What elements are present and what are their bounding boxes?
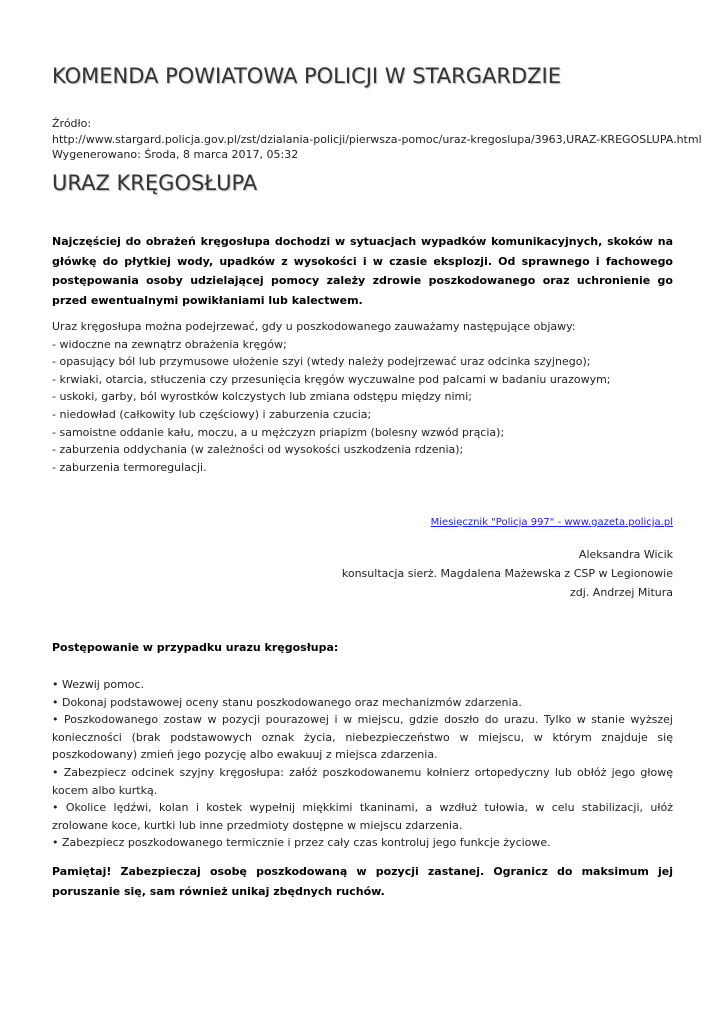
source-url: http://www.stargard.policja.gov.pl/zst/dzialania-policji/pierwsza-pomoc/uraz-kregoslupa/3963,URAZ-KREGOSLUPA.html (52, 132, 702, 146)
step-item: • Wezwij pomoc. (52, 678, 145, 691)
symptoms-list (52, 318, 673, 476)
source-link[interactable]: Miesięcznik "Policja 997" - www.gazeta.policja.pl (430, 517, 673, 528)
source-info (52, 116, 702, 163)
step-item: • Zabezpiecz poszkodowanego termicznie i przez cały czas kontroluj jego funkcje życiowe. (52, 836, 551, 850)
step-item: • Okolice lędźwi, kolan i kostek wypełnij miękkimi tkaninami, a wzdłuż tułowia, w celu stabilizacji, ułóż zrolowane koce, kurtki lub inne przedmioty dostępne w miejscu zdarzenia. (52, 801, 673, 832)
step-item: • Zabezpiecz odcinek szyjny kręgosłupa: załóż poszkodowanemu kołnierz ortopedyczny lub obłóż jego głowę kocem albo kurtką. (52, 765, 673, 797)
site-title: KOMENDA POWIATOWA POLICJI W STARGARDZIE (52, 64, 561, 88)
warning-note: Pamiętaj! Zabezpieczaj osobę poszkodowaną w pozycji zastanej. Ogranicz do maksimum jej poruszanie się, sam również unikaj zbędnych ruchów. (52, 865, 673, 898)
symptom-item: - opasujący ból lub przymusowe ułożenie szyi (wtedy należy podejrzewać uraz odcinka szyjnego); (52, 355, 591, 369)
consultant: konsultacja sierż. Magdalena Mażewska z CSP w Legionowie (341, 567, 673, 580)
source-link-line (52, 517, 673, 528)
lead-paragraph: Najczęściej do obrażeń kręgosłupa dochodzi w sytuacjach wypadków komunikacyjnych, skoków na główkę do płytkiej wody, upadków z wysokości i w czasie eksplozji. Od sprawnego i fachowego postępowania osoby udzielającej pomocy zależy zdrowie poszkodowanego oraz uchronienie go przed ewentualnymi powikłaniami lub kalectwem. (52, 235, 673, 307)
procedure-heading: Postępowanie w przypadku urazu kręgosłupa: (52, 641, 339, 654)
generated-date: Wygenerowano: Środa, 8 marca 2017, 05:32 (52, 148, 299, 161)
symptom-item: - niedowład (całkowity lub częściowy) i zaburzenia czucia; (52, 407, 372, 421)
symptom-item: - zaburzenia termoregulacji. (52, 460, 207, 474)
symptom-item: - samoistne oddanie kału, moczu, a u mężczyzn priapizm (bolesny wzwód prącia); (52, 425, 505, 439)
credits (52, 545, 673, 602)
symptoms-intro: Uraz kręgosłupa można podejrzewać, gdy u poszkodowanego zauważamy następujące objawy: (52, 320, 576, 333)
step-item: • Poszkodowanego zostaw w pozycji pourazowej i w miejscu, gdzie doszło do urazu. Tylko w stanie wyższej konieczności (brak podstawowych oznak życia, niebezpieczeństwo w miejscu, w którym znajduje się poszkodowany) zmień jego pozycję albo ewakuuj z miejsca zdarzenia. (52, 713, 673, 762)
article-title: URAZ KRĘGOSŁUPA (52, 171, 258, 195)
symptom-item: - krwiaki, otarcia, stłuczenia czy przesunięcia kręgów wyczuwalne pod palcami w badaniu urazowym; (52, 372, 611, 386)
symptom-item: - widoczne na zewnątrz obrażenia kręgów; (52, 337, 287, 351)
procedure-steps (52, 676, 673, 852)
step-item: • Dokonaj podstawowej oceny stanu poszkodowanego oraz mechanizmów zdarzenia. (52, 695, 522, 709)
symptom-item: - zaburzenia oddychania (w zależności od wysokości uszkodzenia rdzenia); (52, 443, 464, 457)
source-label: Źródło: (52, 117, 92, 130)
symptom-item: - uskoki, garby, ból wyrostków kolczystych lub zmiana odstępu między nimi; (52, 390, 473, 404)
author: Aleksandra Wicik (578, 548, 673, 561)
photographer: zdj. Andrzej Mitura (570, 586, 673, 599)
